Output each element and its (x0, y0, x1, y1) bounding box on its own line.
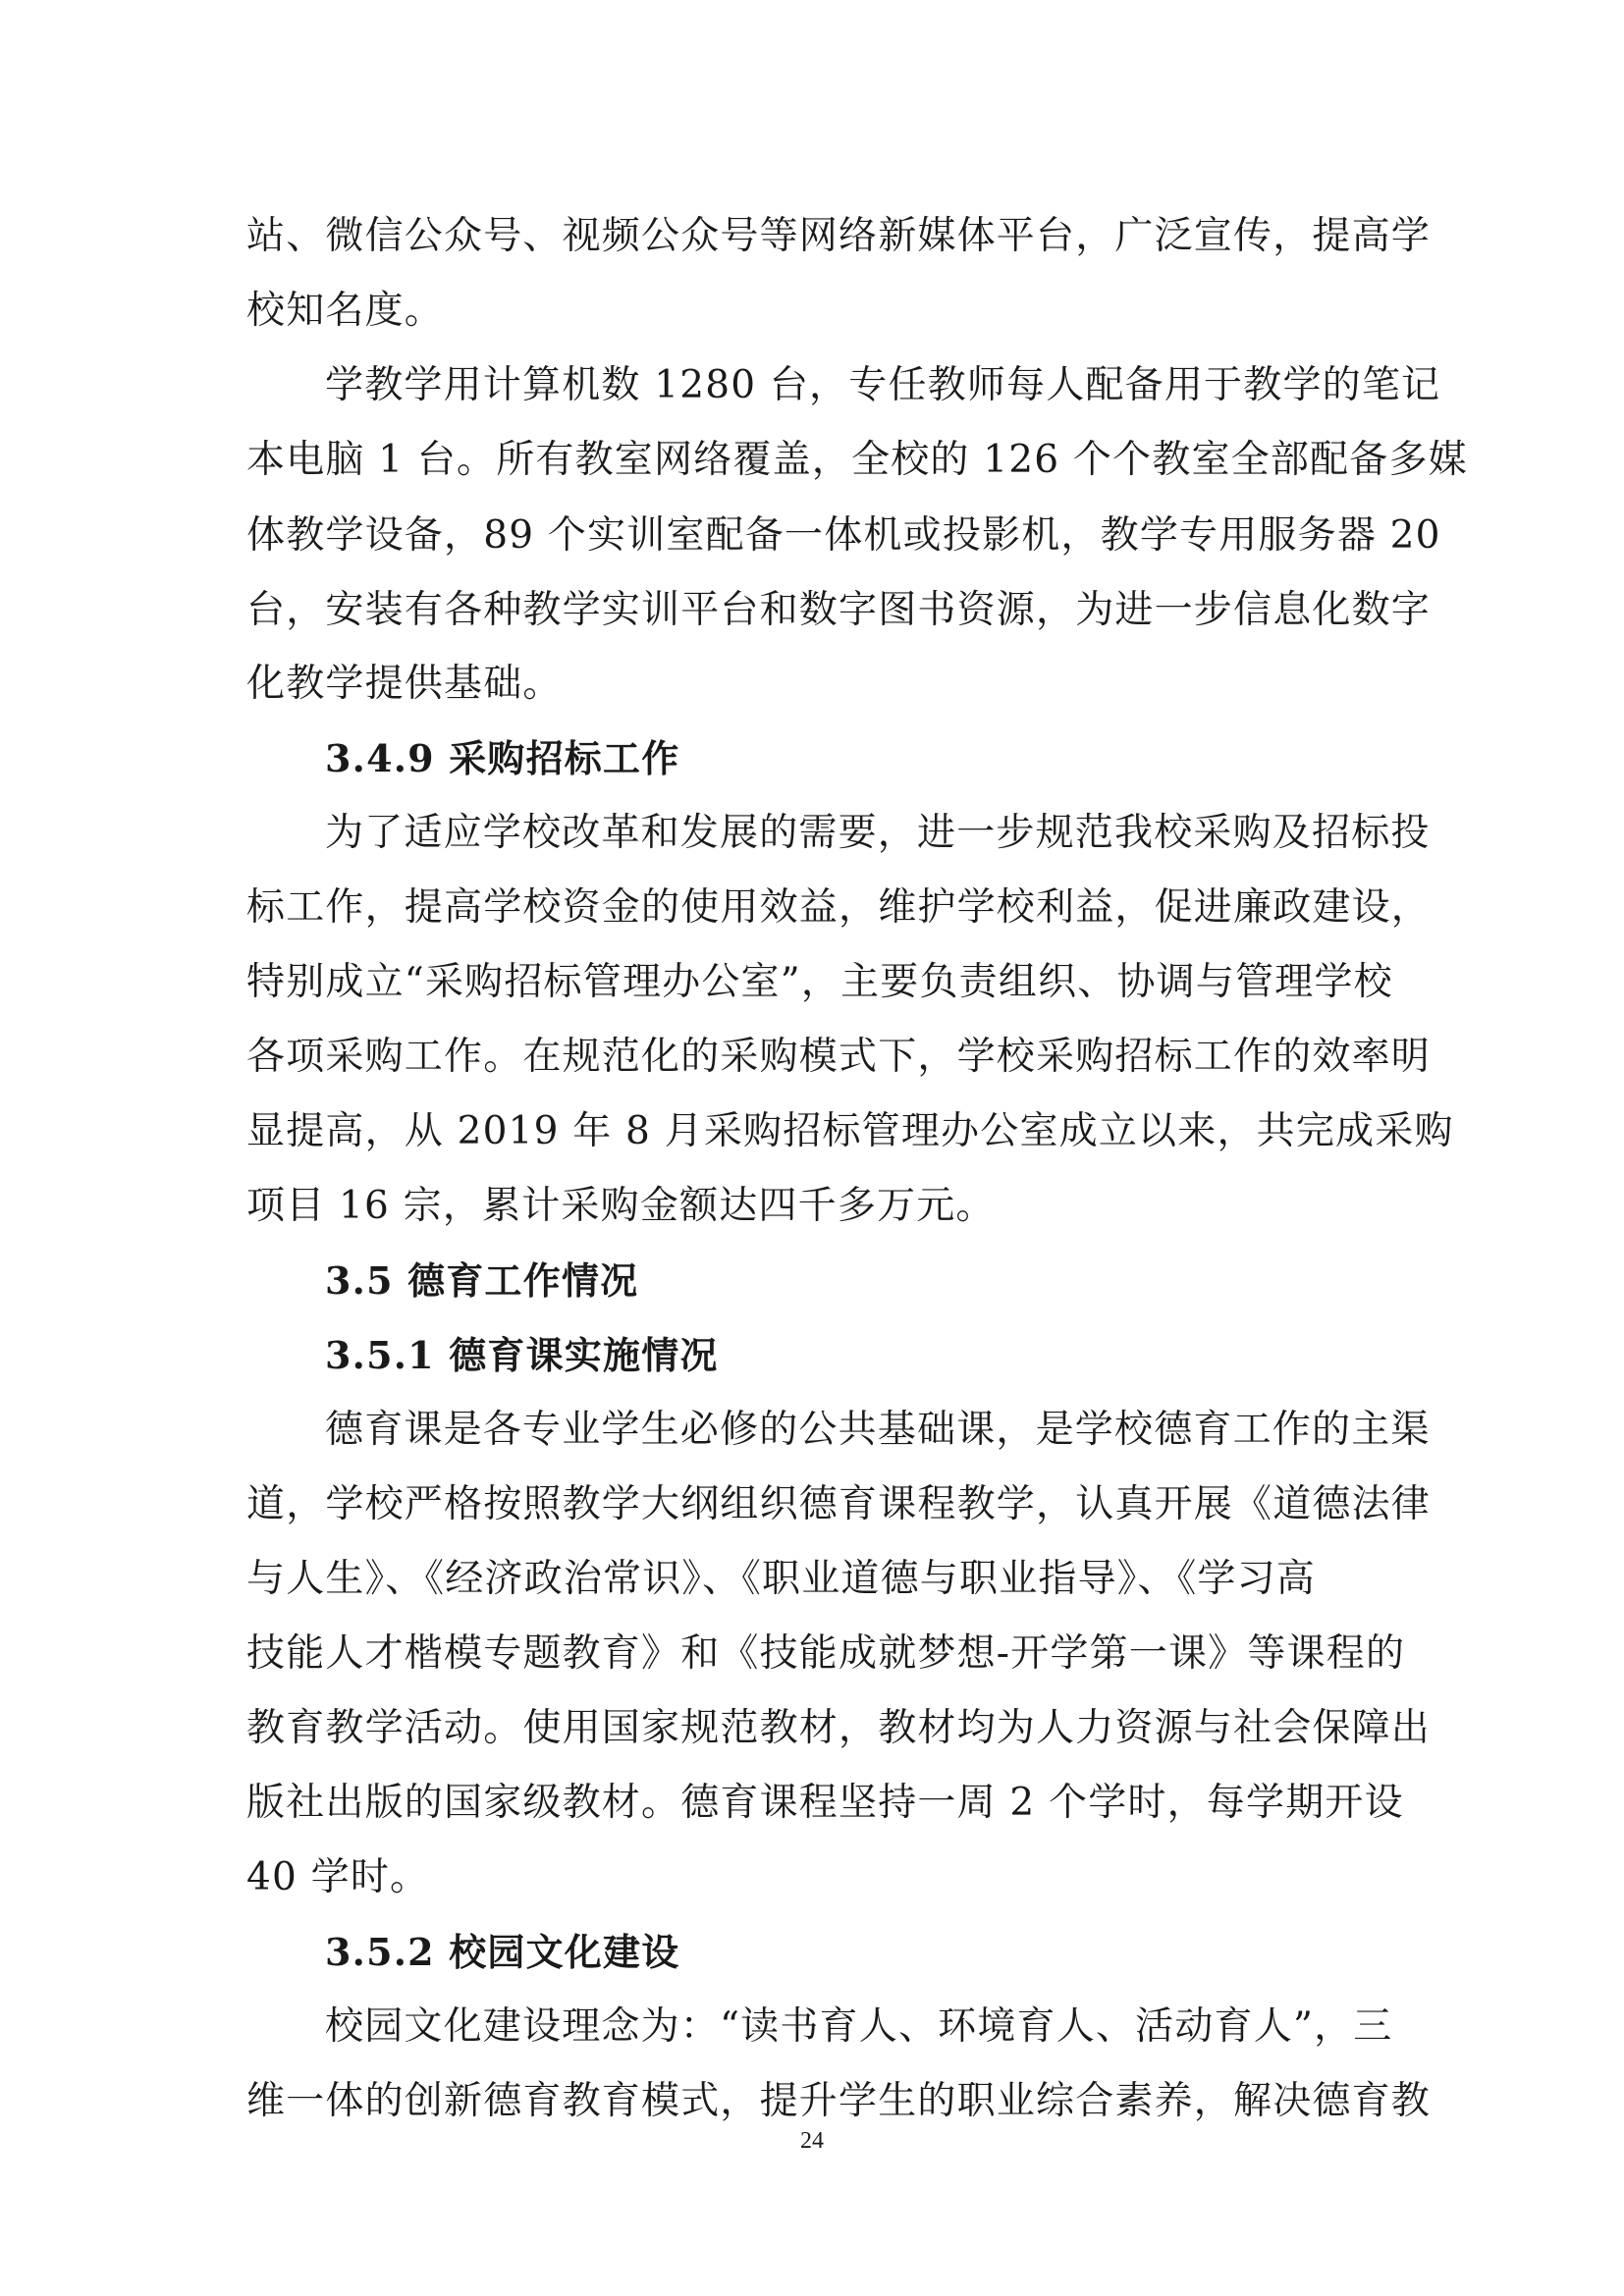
section-heading-3-5-2: 3.5.2 校园文化建设 (325, 1930, 680, 1974)
body-text-line: 化教学提供基础。 (246, 662, 563, 706)
body-text-line: 显提高，从 2019 年 8 月采购招标管理办公室成立以来，共完成采购 (246, 1109, 1454, 1153)
section-heading-3-4-9: 3.4.9 采购招标工作 (325, 736, 680, 780)
body-text-line: 40 学时。 (246, 1855, 430, 1899)
body-text-line: 台，安装有各种教学实训平台和数字图书资源，为进一步信息化数字 (246, 588, 1432, 632)
body-text-line: 维一体的创新德育教育模式，提升学生的职业综合素养，解决德育教 (246, 2079, 1432, 2123)
body-text-line: 与人生》、《经济政治常识》、《职业道德与职业指导》、《学习高 (246, 1557, 1317, 1601)
body-text-line: 道，学校严格按照教学大纲组织德育课程教学，认真开展《道德法律 (246, 1482, 1432, 1526)
body-text-line: 体教学设备，89 个实训室配备一体机或投影机，教学专用服务器 20 (246, 513, 1441, 558)
paragraph-first-line: 为了适应学校改革和发展的需要，进一步规范我校采购及招标投 (325, 811, 1431, 855)
body-text-line: 站、微信公众号、视频公众号等网络新媒体平台，广泛宣传，提高学 (246, 214, 1432, 258)
section-heading-3-5: 3.5 德育工作情况 (325, 1258, 639, 1303)
body-text-line: 本电脑 1 台。所有教室网络覆盖，全校的 126 个个教室全部配备多媒 (246, 438, 1468, 482)
section-heading-3-5-1: 3.5.1 德育课实施情况 (325, 1333, 719, 1377)
paragraph-first-line: 德育课是各专业学生必修的公共基础课，是学校德育工作的主渠 (325, 1408, 1431, 1452)
body-text-line: 各项采购工作。在规范化的采购模式下，学校采购招标工作的效率明 (246, 1035, 1432, 1079)
body-text-line: 校知名度。 (246, 289, 445, 333)
body-text-line: 技能人才楷模专题教育》和《技能成就梦想-开学第一课》等课程的 (246, 1631, 1406, 1676)
body-text-line: 版社出版的国家级教材。德育课程坚持一周 2 个学时，每学期开设 (246, 1781, 1404, 1825)
body-text-line: 教育教学活动。使用国家规范教材，教材均为人力资源与社会保障出 (246, 1706, 1432, 1750)
paragraph-first-line: 学教学用计算机数 1280 台，专任教师每人配备用于教学的笔记 (325, 363, 1441, 407)
paragraph-first-line: 校园文化建设理念为：“读书育人、环境育人、活动育人”，三 (325, 2004, 1393, 2049)
body-text-line: 特别成立“采购招标管理办公室”，主要负责组织、协调与管理学校 (246, 960, 1393, 1004)
page-number: 24 (800, 2128, 824, 2154)
body-text-line: 项目 16 宗，累计采购金额达四千多万元。 (246, 1184, 996, 1228)
body-text-line: 标工作，提高学校资金的使用效益，维护学校利益，促进廉政建设， (246, 885, 1432, 930)
